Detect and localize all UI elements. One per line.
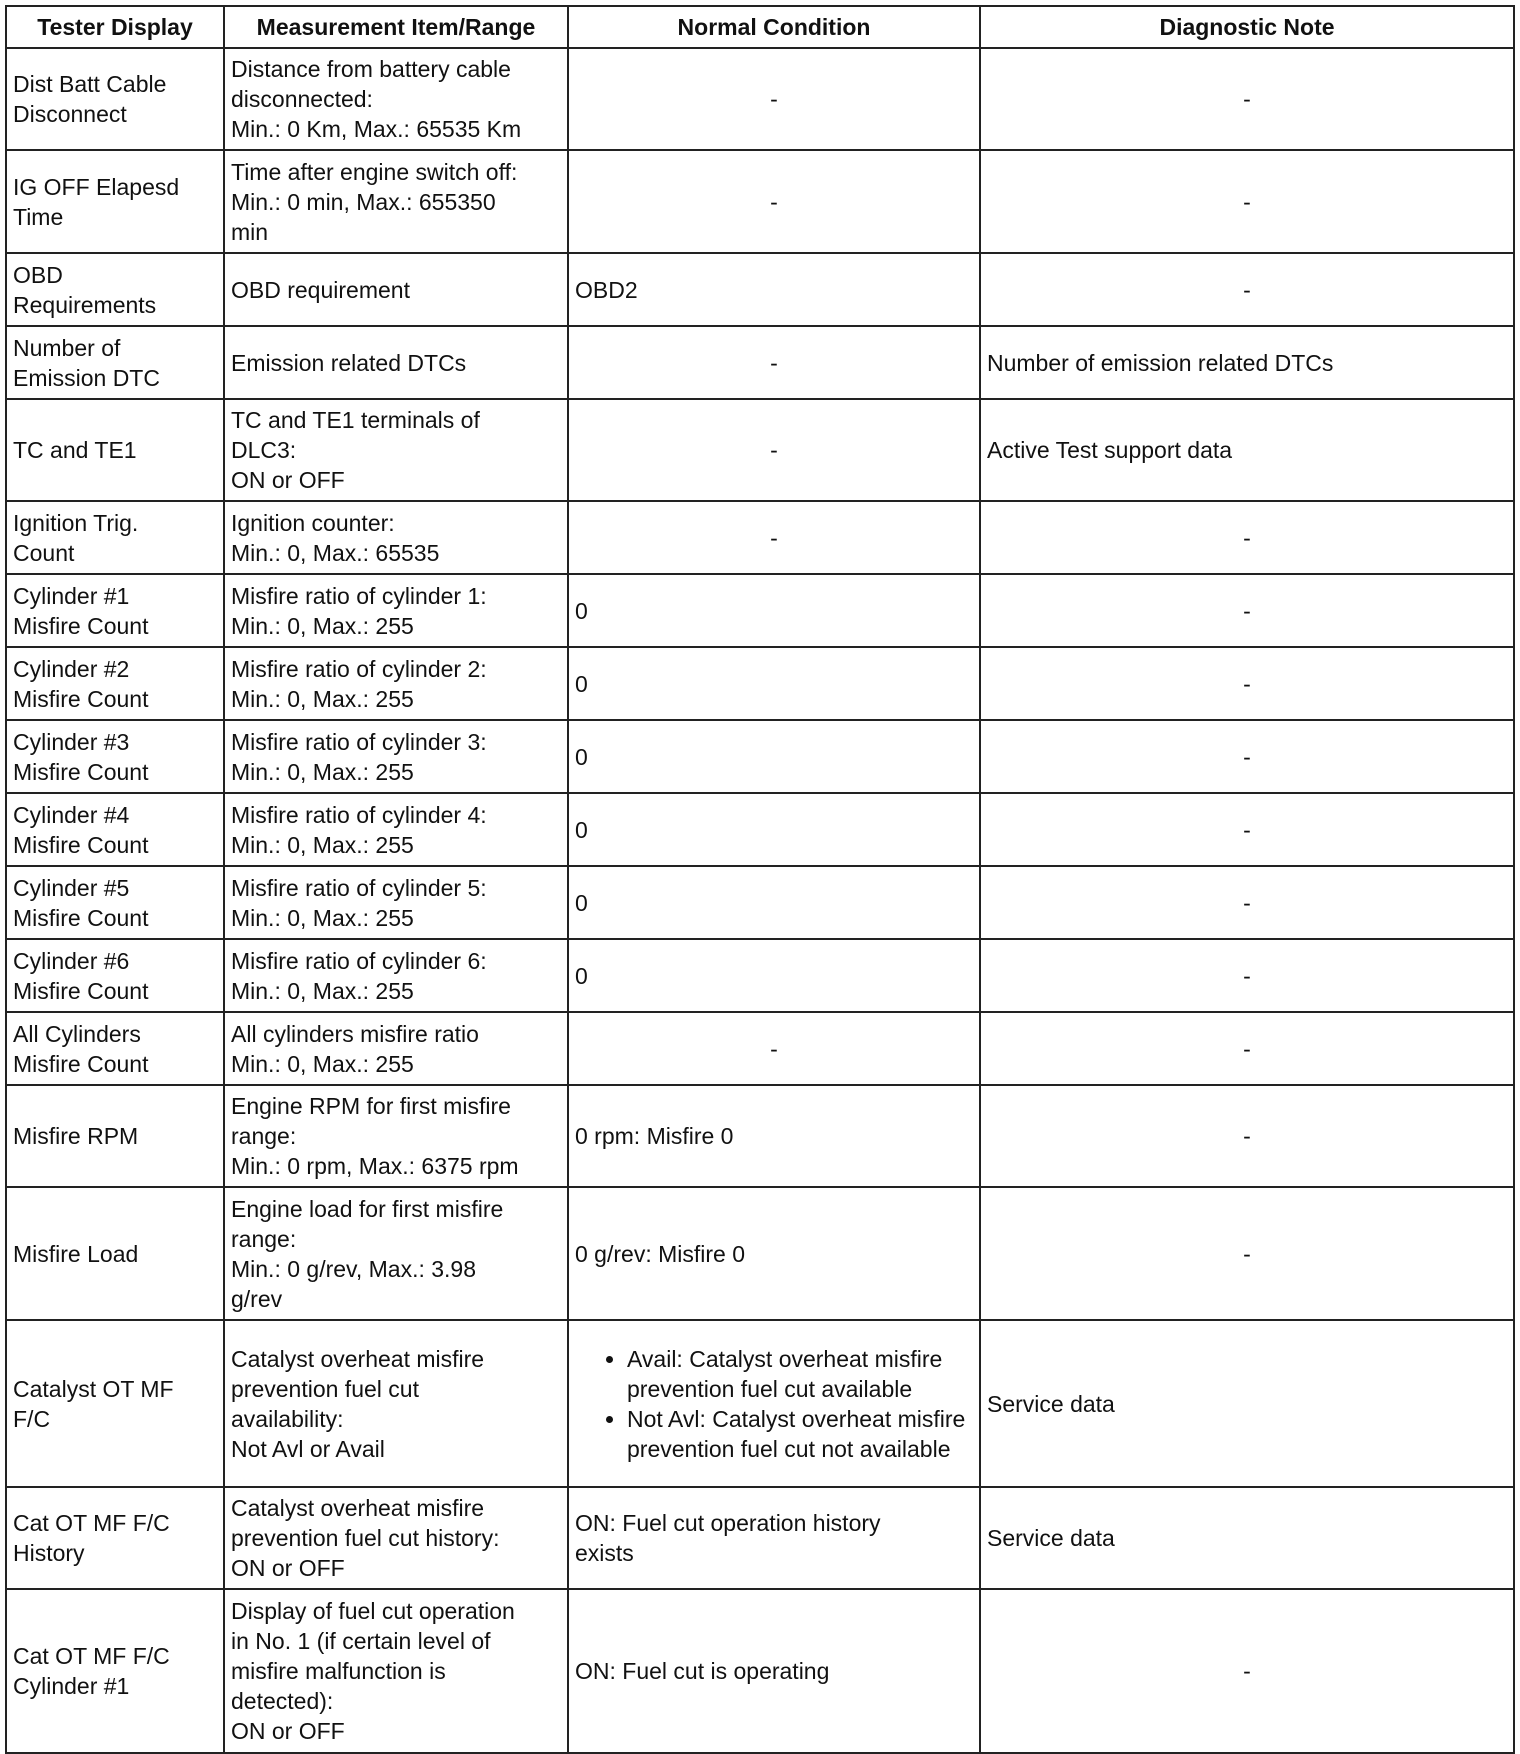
table-row bbox=[6, 399, 1514, 501]
diagnostic-note-cell: - bbox=[980, 939, 1514, 1012]
table-row bbox=[6, 866, 1514, 939]
diagnostic-note-cell: - bbox=[980, 1085, 1514, 1187]
diagnostic-note-cell: - bbox=[980, 1187, 1514, 1320]
tester-display-cell: All Cylinders Misfire Count bbox=[6, 1012, 224, 1085]
normal-condition-cell: - bbox=[568, 501, 980, 574]
table-row bbox=[6, 253, 1514, 326]
diagnostic-note-cell: - bbox=[980, 793, 1514, 866]
measurement-item-cell: Misfire ratio of cylinder 5: Min.: 0, Max.: 255 bbox=[224, 866, 568, 939]
table-row bbox=[6, 1487, 1514, 1589]
tester-display-cell: Dist Batt Cable Disconnect bbox=[6, 48, 224, 150]
measurement-item-cell: Misfire ratio of cylinder 2: Min.: 0, Max.: 255 bbox=[224, 647, 568, 720]
tester-display-cell: Number of Emission DTC bbox=[6, 326, 224, 399]
table-row bbox=[6, 1320, 1514, 1487]
normal-condition-cell: OBD2 bbox=[568, 253, 980, 326]
normal-condition-cell: - bbox=[568, 399, 980, 501]
header-measurement-item: Measurement Item/Range bbox=[224, 6, 568, 48]
measurement-item-cell: All cylinders misfire ratio Min.: 0, Max.: 255 bbox=[224, 1012, 568, 1085]
diagnostic-note-cell: - bbox=[980, 253, 1514, 326]
table-row bbox=[6, 150, 1514, 253]
diagnostic-note-cell: - bbox=[980, 501, 1514, 574]
measurement-item-cell: Misfire ratio of cylinder 6: Min.: 0, Max.: 255 bbox=[224, 939, 568, 1012]
table-row bbox=[6, 326, 1514, 399]
tester-display-cell: TC and TE1 bbox=[6, 399, 224, 501]
normal-condition-cell: ON: Fuel cut is operating bbox=[568, 1589, 980, 1753]
tester-display-cell: Misfire Load bbox=[6, 1187, 224, 1320]
table-row bbox=[6, 720, 1514, 793]
header-tester-display: Tester Display bbox=[6, 6, 224, 48]
normal-condition-bullet-list bbox=[575, 1344, 973, 1464]
measurement-item-cell: Misfire ratio of cylinder 3: Min.: 0, Max.: 255 bbox=[224, 720, 568, 793]
measurement-item-cell: Engine RPM for first misfire range: Min.: 0 rpm, Max.: 6375 rpm bbox=[224, 1085, 568, 1187]
normal-condition-cell: - bbox=[568, 326, 980, 399]
normal-condition-cell: 0 bbox=[568, 647, 980, 720]
measurement-item-cell: Ignition counter: Min.: 0, Max.: 65535 bbox=[224, 501, 568, 574]
tester-display-cell: Cylinder #1 Misfire Count bbox=[6, 574, 224, 647]
tester-display-cell: Cylinder #3 Misfire Count bbox=[6, 720, 224, 793]
data-list-table bbox=[5, 5, 1515, 1754]
header-diagnostic-note: Diagnostic Note bbox=[980, 6, 1514, 48]
measurement-item-cell: Emission related DTCs bbox=[224, 326, 568, 399]
table-row bbox=[6, 574, 1514, 647]
normal-condition-cell: ON: Fuel cut operation history exists bbox=[568, 1487, 980, 1589]
measurement-item-cell: Time after engine switch off: Min.: 0 min, Max.: 655350 min bbox=[224, 150, 568, 253]
normal-condition-cell: 0 bbox=[568, 866, 980, 939]
diagnostic-note-cell: - bbox=[980, 150, 1514, 253]
diagnostic-note-cell: - bbox=[980, 647, 1514, 720]
normal-condition-cell: 0 bbox=[568, 720, 980, 793]
normal-condition-cell: - bbox=[568, 1012, 980, 1085]
tester-display-cell: Misfire RPM bbox=[6, 1085, 224, 1187]
table-row bbox=[6, 1085, 1514, 1187]
diagnostic-note-cell: - bbox=[980, 1012, 1514, 1085]
diagnostic-note-cell: Number of emission related DTCs bbox=[980, 326, 1514, 399]
normal-condition-cell bbox=[568, 1320, 980, 1487]
measurement-item-cell: TC and TE1 terminals of DLC3: ON or OFF bbox=[224, 399, 568, 501]
tester-display-cell: Cat OT MF F/C Cylinder #1 bbox=[6, 1589, 224, 1753]
measurement-item-cell: Catalyst overheat misfire prevention fuel cut availability: Not Avl or Avail bbox=[224, 1320, 568, 1487]
tester-display-cell: Cylinder #4 Misfire Count bbox=[6, 793, 224, 866]
normal-condition-cell: 0 bbox=[568, 574, 980, 647]
bullet-item: • Avail: Catalyst overheat misfire prevention fuel cut available bbox=[627, 1344, 973, 1404]
normal-condition-cell: 0 bbox=[568, 939, 980, 1012]
normal-condition-cell: 0 bbox=[568, 793, 980, 866]
tester-display-cell: Ignition Trig. Count bbox=[6, 501, 224, 574]
table-row bbox=[6, 793, 1514, 866]
normal-condition-cell: 0 g/rev: Misfire 0 bbox=[568, 1187, 980, 1320]
diagnostic-note-cell: Service data bbox=[980, 1320, 1514, 1487]
tester-display-cell: IG OFF Elapesd Time bbox=[6, 150, 224, 253]
table-row bbox=[6, 1187, 1514, 1320]
measurement-item-cell: Misfire ratio of cylinder 4: Min.: 0, Max.: 255 bbox=[224, 793, 568, 866]
table-row bbox=[6, 647, 1514, 720]
normal-condition-cell: - bbox=[568, 150, 980, 253]
normal-condition-cell: 0 rpm: Misfire 0 bbox=[568, 1085, 980, 1187]
tester-display-cell: Cylinder #5 Misfire Count bbox=[6, 866, 224, 939]
tester-display-cell: Catalyst OT MF F/C bbox=[6, 1320, 224, 1487]
tester-display-cell: Cylinder #6 Misfire Count bbox=[6, 939, 224, 1012]
diagnostic-note-cell: Service data bbox=[980, 1487, 1514, 1589]
table-row bbox=[6, 1012, 1514, 1085]
tester-display-cell: Cat OT MF F/C History bbox=[6, 1487, 224, 1589]
table-row bbox=[6, 939, 1514, 1012]
diagnostic-note-cell: - bbox=[980, 866, 1514, 939]
measurement-item-cell: Engine load for first misfire range: Min.: 0 g/rev, Max.: 3.98 g/rev bbox=[224, 1187, 568, 1320]
diagnostic-note-cell: Active Test support data bbox=[980, 399, 1514, 501]
tester-display-cell: OBD Requirements bbox=[6, 253, 224, 326]
table-row bbox=[6, 501, 1514, 574]
diagnostic-note-cell: - bbox=[980, 720, 1514, 793]
diagnostic-note-cell: - bbox=[980, 574, 1514, 647]
measurement-item-cell: OBD requirement bbox=[224, 253, 568, 326]
measurement-item-cell: Catalyst overheat misfire prevention fuel cut history: ON or OFF bbox=[224, 1487, 568, 1589]
table-row bbox=[6, 1589, 1514, 1753]
diagnostic-note-cell: - bbox=[980, 1589, 1514, 1753]
measurement-item-cell: Distance from battery cable disconnected: Min.: 0 Km, Max.: 65535 Km bbox=[224, 48, 568, 150]
measurement-item-cell: Display of fuel cut operation in No. 1 (if certain level of misfire malfunction is detected): ON or OFF bbox=[224, 1589, 568, 1753]
bullet-item: • Not Avl: Catalyst overheat misfire prevention fuel cut not available bbox=[627, 1404, 973, 1464]
header-row bbox=[6, 6, 1514, 48]
diagnostic-note-cell: - bbox=[980, 48, 1514, 150]
table-row bbox=[6, 48, 1514, 150]
measurement-item-cell: Misfire ratio of cylinder 1: Min.: 0, Max.: 255 bbox=[224, 574, 568, 647]
page bbox=[5, 5, 1515, 1754]
tester-display-cell: Cylinder #2 Misfire Count bbox=[6, 647, 224, 720]
header-normal-condition: Normal Condition bbox=[568, 6, 980, 48]
normal-condition-cell: - bbox=[568, 48, 980, 150]
